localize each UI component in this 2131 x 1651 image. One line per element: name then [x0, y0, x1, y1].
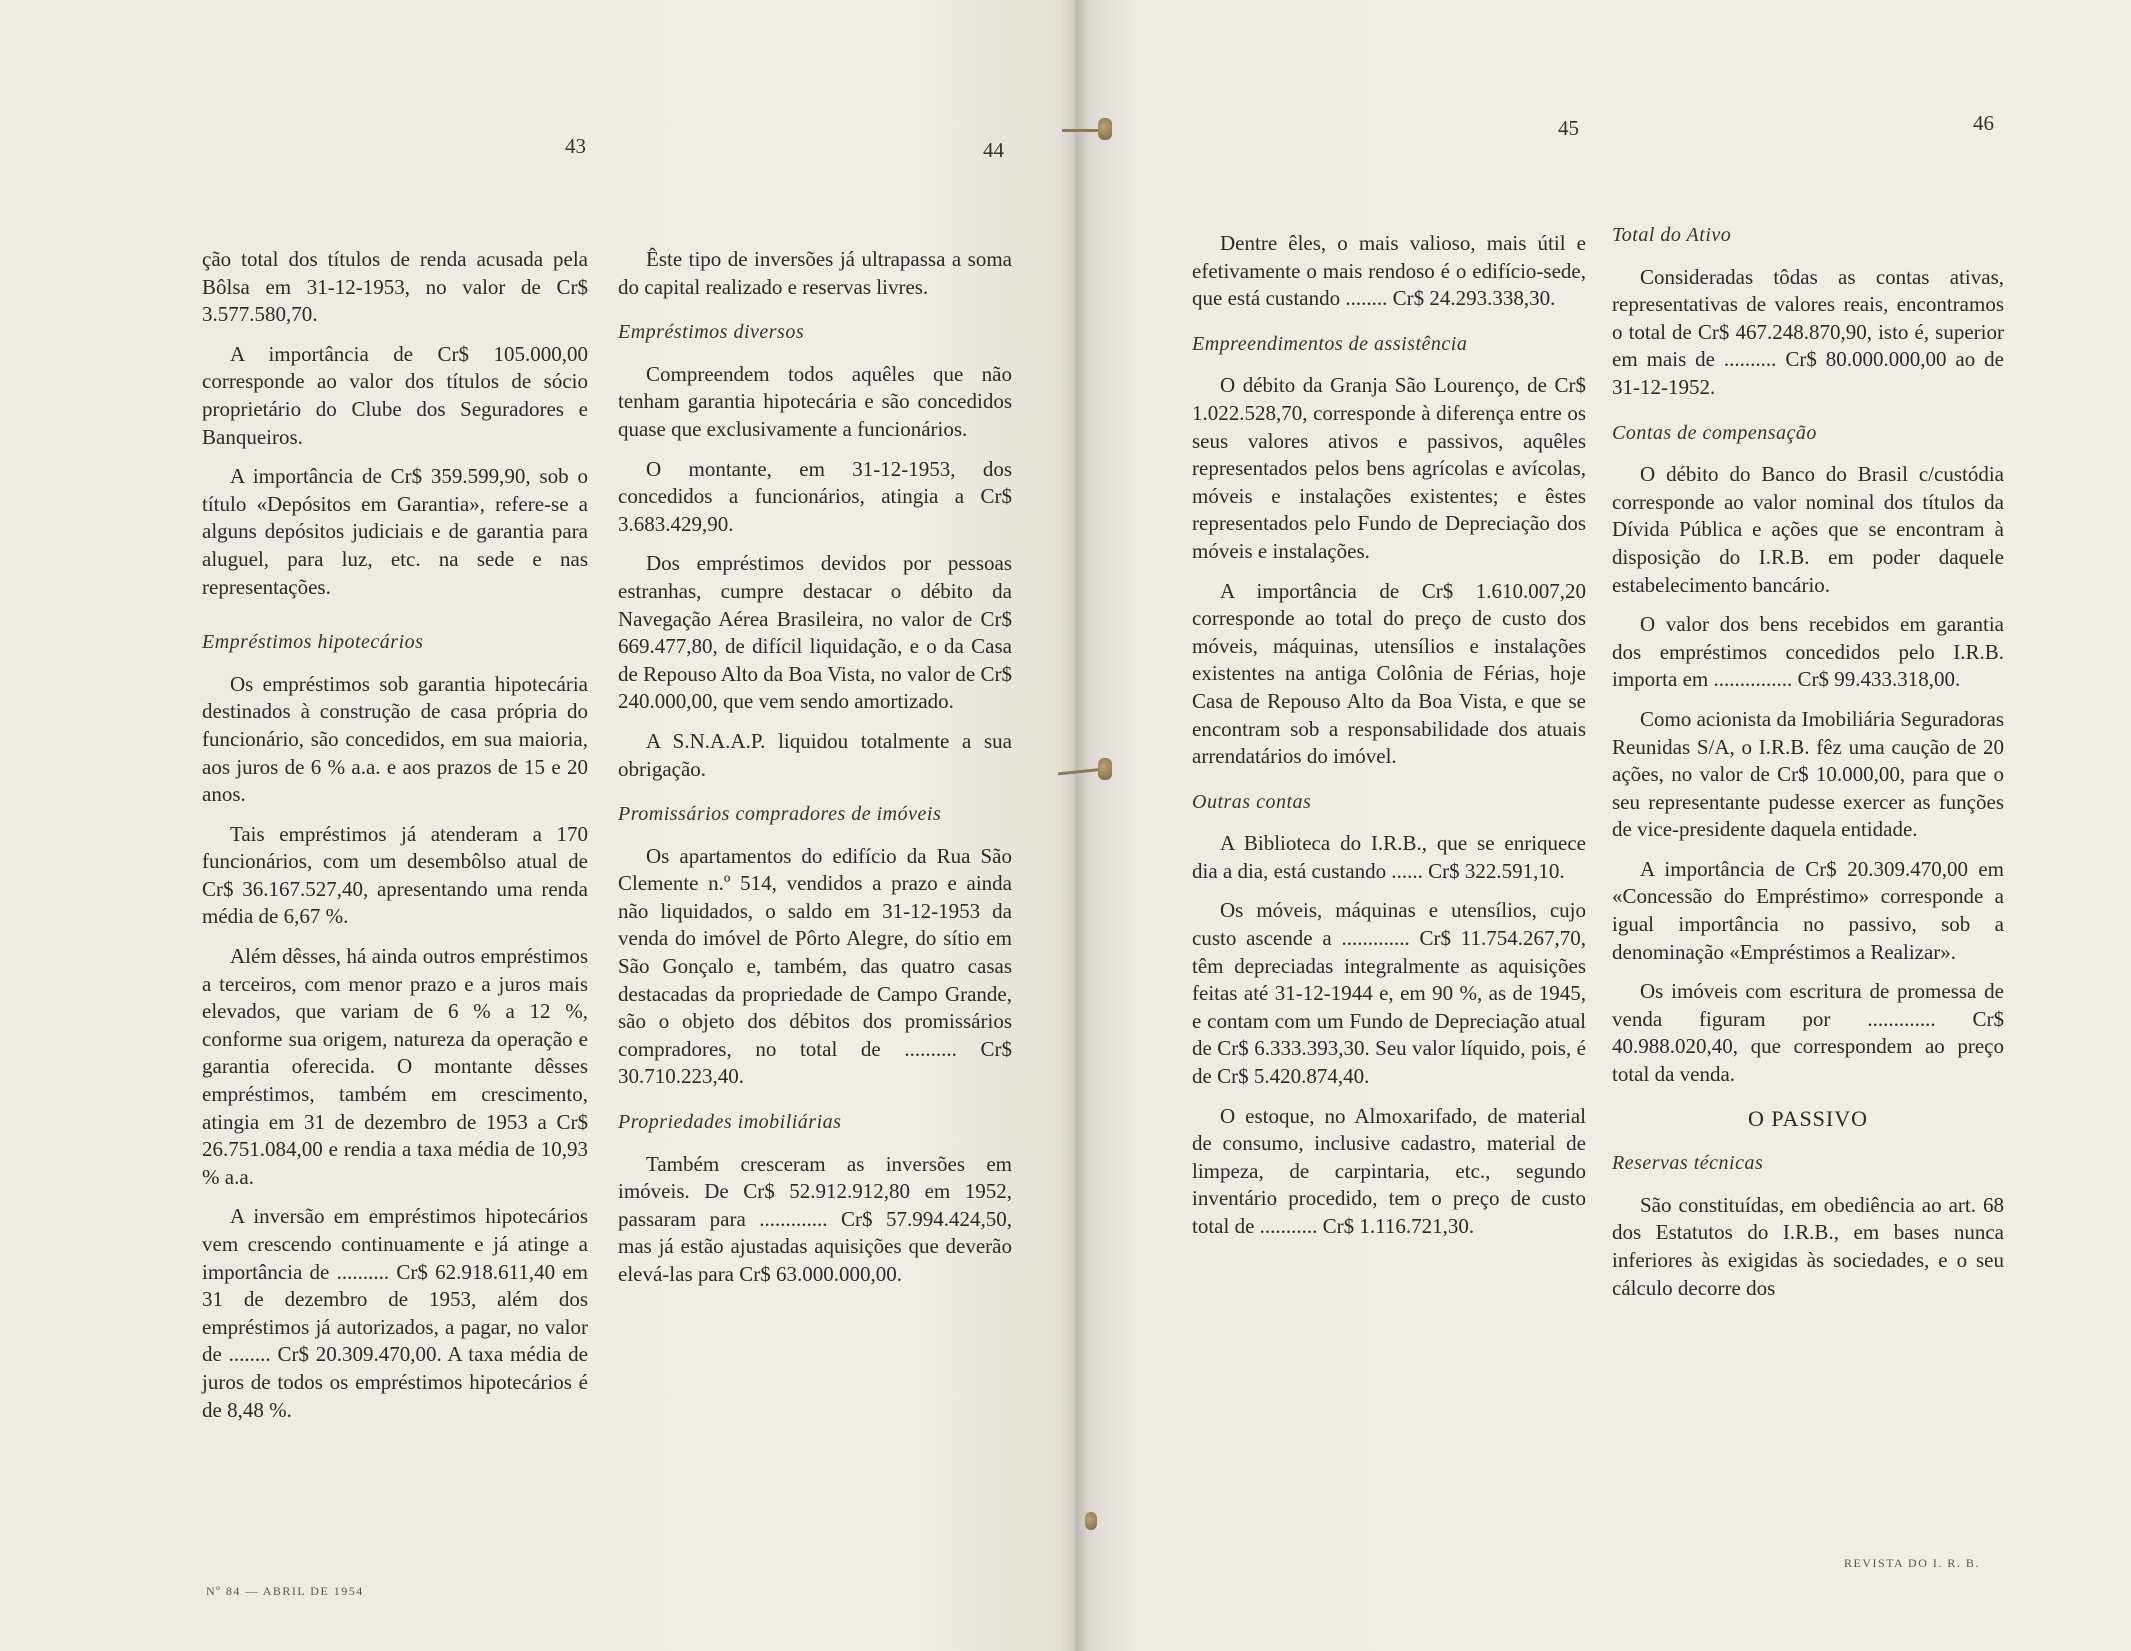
paragraph: A importância de Cr$ 359.599,90, sob o título «Depósitos em Garantia», refere-se a alguns depósitos judiciais e de garantia para aluguel, para luz, etc. na sede e nas representações. [202, 464, 588, 599]
paragraph: A importância de Cr$ 20.309.470,00 em «Concessão do Empréstimo» corresponde a igual importância no passivo, sob a denominação «Empréstimos a Realizar». [1612, 856, 2004, 964]
paragraph: A S.N.A.A.P. liquidou totalmente a sua obrigação. [618, 728, 1012, 781]
paragraph: O montante, em 31-12-1953, dos concedidos a funcionários, atingia a Cr$ 3.683.429,90. [618, 456, 1012, 536]
paragraph: Dos empréstimos devidos por pessoas estranhas, cumpre destacar o débito da Navegação Aérea Brasileira, no valor de Cr$ 669.477,80, de difícil liquidação, e o da Casa de Repouso Alto da Boa Vista, no valor de Cr$ 240.000,00, que vem sendo amortizado. [618, 551, 1012, 714]
section-title-passivo: O PASSIVO [1747, 1105, 1869, 1131]
paragraph: O estoque, no Almoxarifado, de material de consumo, inclusive cadastro, material de limpeza, de carpintaria, etc., segundo inventário procedido, tem o preço de custo total de ........... Cr$ 1.116.721,30. [1192, 1103, 1586, 1238]
column-page-45 [1192, 230, 1586, 1253]
paragraph: Dentre êles, o mais valioso, mais útil e efetivamente o mais rendoso é o edifício-sede, que está custando ........ Cr$ 24.293.338,30. [1192, 231, 1586, 311]
paragraph: A Biblioteca do I.R.B., que se enriquece dia a dia, está custando ...... Cr$ 322.591,10. [1192, 831, 1586, 883]
staple-wire-top [1062, 129, 1102, 132]
paragraph: São constituídas, em obediência ao art. 68 dos Estatutos do I.R.B., em bases nunca inferiores às exigidas às sociedades, e o seu cálculo decorre dos [1612, 1192, 2004, 1300]
paragraph: Os móveis, máquinas e utensílios, cujo custo ascende a ............. Cr$ 11.754.267,70, têm depreciadas integralmente as aquisições feitas até 31-12-1944 e, em 90 %, as de 1945, e contam com um Fundo de Depreciação atual de Cr$ 6.333.393,30. Seu valor líquido, pois, é de Cr$ 5.420.874,40. [1192, 898, 1586, 1089]
section-heading: Total do Ativo [1612, 224, 1732, 246]
column-page-46 [1612, 222, 2004, 1314]
section-heading: Empreendimentos de assistência [1192, 332, 1468, 355]
paragraph: A inversão em empréstimos hipotecários vem crescendo continuamente e já atinge a importância de .......... Cr$ 62.918.611,40 em 31 de dezembro de 1953, além dos empréstimos já autorizados, a pagar, no valor de ........ Cr$ 20.309.470,00. A taxa média de juros de todos os empréstimos hipotecários é de 8,48 %. [202, 1204, 588, 1422]
paragraph: A importância de Cr$ 105.000,00 corresponde ao valor dos títulos de sócio proprietário do Clube dos Seguradores e Banqueiros. [202, 341, 588, 449]
paragraph: Êste tipo de inversões já ultrapassa a soma do capital realizado e reservas livres. [618, 247, 1012, 299]
column-page-43 [202, 246, 588, 1436]
section-heading: Contas de compensação [1612, 421, 1817, 444]
section-heading: Empréstimos diversos [618, 321, 805, 344]
section-heading: Promissários compradores de imóveis [618, 803, 942, 826]
page-number-44: 44 [983, 138, 1004, 162]
staple-middle [1098, 758, 1112, 780]
footer-journal: REVISTA DO I. R. B. [1844, 1556, 1980, 1570]
section-heading: Propriedades imobiliárias [618, 1111, 842, 1134]
paragraph: Consideradas tôdas as contas ativas, representativas de valores reais, encontramos o total de Cr$ 467.248.870,90, isto é, superior em mais de .......... Cr$ 80.000.000,00 ao de 31-12-1952. [1612, 264, 2004, 399]
section-heading: Empréstimos hipotecários [202, 631, 424, 654]
paragraph: Os imóveis com escritura de promessa de venda figuram por ............. Cr$ 40.988.020,40, que correspondem ao preço total da venda. [1612, 979, 2004, 1087]
binding-gutter [1060, 0, 1090, 1651]
paragraph: O valor dos bens recebidos em garantia dos empréstimos concedidos pelo I.R.B. importa em ............... Cr$ 99.433.318,00. [1612, 612, 2004, 692]
page-number-45: 45 [1558, 116, 1579, 140]
paragraph: O débito da Granja São Lourenço, de Cr$ 1.022.528,70, corresponde à diferença entre os seus valores ativos e passivos, aquêles representados pelos bens agrícolas e avícolas, móveis e instalações existentes; e êstes representados pelo Fundo de Depreciação dos móveis e instalações. [1192, 373, 1586, 563]
paragraph: ção total dos títulos de renda acusada pela Bôlsa em 31-12-1953, no valor de Cr$ 3.577.580,70. [202, 247, 588, 327]
column-page-44 [618, 246, 1012, 1301]
paragraph: Os apartamentos do edifício da Rua São Clemente n.º 514, vendidos a prazo e ainda não liquidados, o saldo em 31-12-1953 da venda do imóvel de Pôrto Alegre, do sítio em São Gonçalo e, também, das quatro casas destacadas da propriedade de Campo Grande, são o objeto dos débitos dos promissários compradores, no total de .......... Cr$ 30.710.223,40. [618, 843, 1012, 1089]
staple-bottom [1085, 1512, 1097, 1530]
section-heading: Outras contas [1192, 790, 1312, 813]
paragraph: Os empréstimos sob garantia hipotecária destinados à construção de casa própria do funcionário, são concedidos, em sua maioria, aos juros de 6 % a.a. e aos prazos de 15 e 20 anos. [202, 671, 588, 807]
paragraph: A importância de Cr$ 1.610.007,20 corresponde ao total do preço de custo dos móveis, máquinas, utensílios e instalações existentes na antiga Colônia de Férias, hoje Casa de Repouso Alto da Boa Vista, e que se encontram sob a responsabilidade dos atuais arrendatários do imóvel. [1192, 578, 1586, 769]
paragraph: O débito do Banco do Brasil c/custódia corresponde ao valor nominal dos títulos da Dívida Pública e ações que se encontram à disposição do I.R.B. em poder daquele estabelecimento bancário. [1612, 462, 2004, 597]
paragraph: Também cresceram as inversões em imóveis. De Cr$ 52.912.912,80 em 1952, passaram para ............. Cr$ 57.994.424,50, mas já estão ajustadas aquisições que deverão elevá-las para Cr$ 63.000.000,00. [618, 1151, 1012, 1286]
paragraph: Como acionista da Imobiliária Seguradoras Reunidas S/A, o I.R.B. fêz uma caução de 20 ações, no valor de Cr$ 10.000,00, para que o seu representante pudesse exercer as funções de vice-presidente daquela entidade. [1612, 706, 2004, 842]
page-number-46: 46 [1973, 111, 1994, 135]
paragraph: Compreendem todos aquêles que não tenham garantia hipotecária e são concedidos quase que exclusivamente a funcionários. [618, 361, 1012, 441]
page-number-43: 43 [565, 134, 586, 158]
paragraph: Tais empréstimos já atenderam a 170 funcionários, com um desembôlso atual de Cr$ 36.167.527,40, apresentando uma renda média de 6,67 %. [202, 821, 588, 929]
section-heading: Reservas técnicas [1612, 1152, 1764, 1175]
staple-top [1098, 118, 1112, 140]
paragraph: Além dêsses, há ainda outros empréstimos a terceiros, com menor prazo e a juros mais elevados, que variam de 6 % a 12 %, conforme sua origem, natureza da operação e garantia oferecida. O montante dêsses empréstimos, também em crescimento, atingia em 31 de dezembro de 1953 a Cr$ 26.751.084,00 e rendia a taxa média de 10,93 % a.a. [202, 944, 588, 1189]
footer-issue: Nº 84 — ABRIL DE 1954 [206, 1584, 364, 1598]
